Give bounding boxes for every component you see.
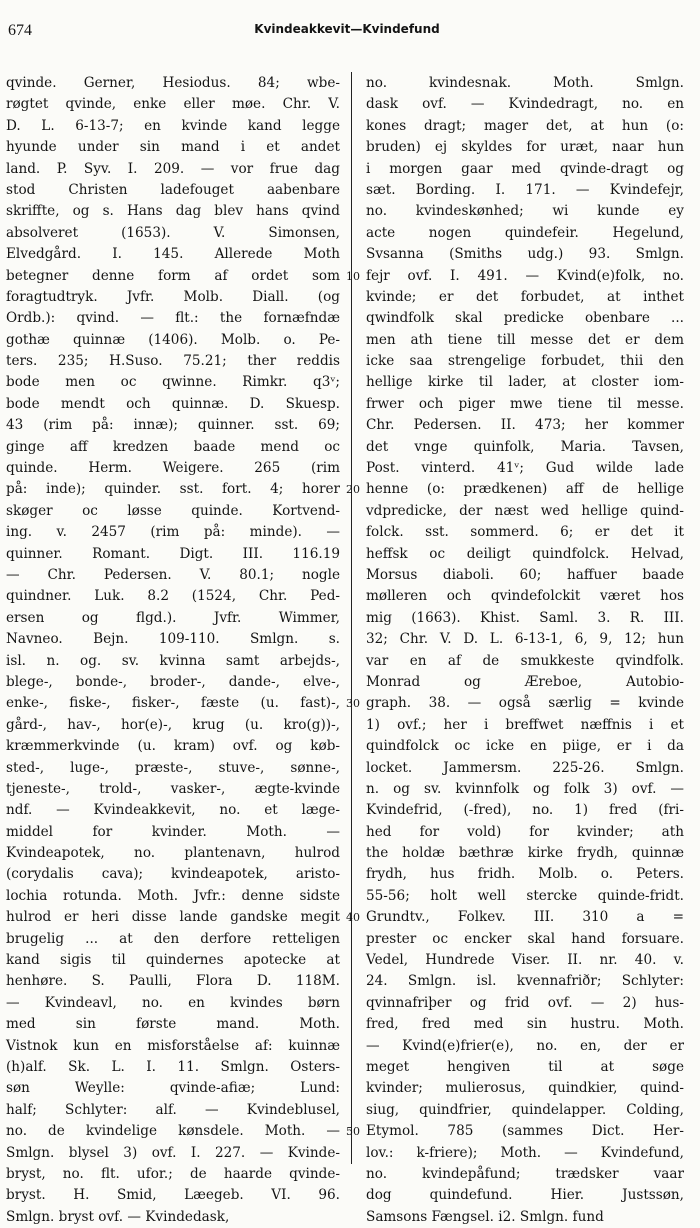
line-text: var en af de smukkeste qvindfolk. [366, 652, 684, 669]
line-text: ersen og flgd.). Jvfr. Wimmer, [6, 609, 340, 626]
text-line [366, 1078, 684, 1099]
line-text: Vistnok kun en misforståelse af: kuinnæ [6, 1037, 340, 1054]
text-line [6, 929, 340, 950]
line-text: gothæ quinnæ (1406). Molb. o. Pe- [6, 331, 340, 348]
text-line [366, 758, 684, 779]
text-line [6, 1185, 340, 1206]
line-text: meget hengiven til at søge [366, 1058, 684, 1075]
line-text: isl. n. og. sv. kvinna samt arbejds-, [6, 652, 340, 669]
line-text: Navneo. Bejn. 109-110. Smlgn. s. [6, 631, 340, 648]
text-line [6, 266, 340, 287]
line-text: middel for kvinder. Moth. — [6, 823, 340, 840]
text-line [366, 822, 684, 843]
line-text: acte nogen quindefeir. Hegelund, [366, 224, 684, 241]
line-text: skøger oc løsse quinde. Kortvend- [6, 502, 340, 519]
text-line [366, 929, 684, 950]
text-line [366, 244, 684, 265]
text-line [6, 1057, 340, 1078]
line-number: 10 [346, 269, 360, 283]
text-line [6, 651, 340, 672]
text-line [366, 886, 684, 907]
text-line [366, 586, 684, 607]
line-text: kræmmerkvinde (u. kram) ovf. og køb- [6, 738, 340, 755]
text-line [366, 180, 684, 201]
text-line [366, 1014, 684, 1035]
line-text: sæt. Bording. I. 171. — Kvindefejr, [366, 181, 684, 198]
text-line [6, 608, 340, 629]
text-line [6, 372, 340, 393]
text-line [366, 330, 684, 351]
text-line [366, 415, 684, 436]
page-header [8, 22, 686, 42]
text-line [366, 458, 684, 479]
line-text: land. P. Syv. I. 209. — vor frue dag [6, 160, 340, 177]
text-line [6, 993, 340, 1014]
text-line [366, 501, 684, 522]
text-line [366, 651, 684, 672]
text-line [366, 993, 684, 1014]
line-text: Smlgn. blysel 3) ovf. I. 227. — Kvinde- [6, 1144, 340, 1161]
line-text: kand sigis til quindernes apotecke at [6, 952, 340, 969]
line-text: kvinde; er det forbudet, at inthet [366, 288, 684, 305]
line-text: Monrad og Æreboe, Autobio- [366, 673, 684, 690]
text-line [6, 907, 340, 928]
text-line [6, 394, 340, 415]
line-text: graph. 38. — også særlig = kvinde [366, 695, 684, 712]
left-column [6, 73, 340, 1228]
line-text: absolveret (1653). V. Simonsen, [6, 224, 340, 241]
line-text: siug, quindfrier, quindelapper. Colding, [366, 1101, 684, 1118]
text-line [6, 223, 340, 244]
line-text: henne (o: prædkenen) aff de hellige [366, 481, 684, 498]
text-line [366, 779, 684, 800]
line-text: qwindfolk skal predicke obenbare ... [366, 310, 684, 327]
text-line [6, 1207, 340, 1228]
text-line [6, 971, 340, 992]
line-text: ginge aff kredzen baade mend oc [6, 438, 340, 455]
line-text: søn Weylle: qvinde-afiæ; Lund: [6, 1080, 340, 1097]
line-text: qvinnafriþer og frid ovf. — 2) hus- [366, 994, 684, 1011]
line-text: Post. vinterd. 41ᵛ; Gud wilde lade [366, 460, 684, 477]
line-number: 40 [346, 911, 360, 925]
text-line [366, 394, 684, 415]
text-line [6, 950, 340, 971]
text-line [366, 950, 684, 971]
text-line [366, 672, 684, 693]
text-line [346, 266, 684, 287]
text-line [6, 308, 340, 329]
running-head: Kvindeakkevit—Kvindefund [254, 22, 440, 36]
text-line [6, 565, 340, 586]
line-text: Kvindeapotek, no. plantenavn, hulrod [6, 845, 340, 862]
line-text: kvinder; mulierosus, quindkier, quind- [366, 1080, 684, 1097]
text-line [366, 1143, 684, 1164]
text-line [6, 501, 340, 522]
text-line [6, 1164, 340, 1185]
page-number: 674 [8, 22, 32, 39]
line-text: n. og sv. kvinnfolk og folk 3) ovf. — [366, 780, 684, 797]
text-line [6, 159, 340, 180]
text-line [6, 693, 340, 714]
text-line [366, 1207, 684, 1228]
line-text: Grundtv., Folkev. III. 310 a = [366, 909, 684, 926]
text-line [6, 1100, 340, 1121]
text-line [366, 1185, 684, 1206]
text-line [6, 1143, 340, 1164]
line-text: Kvindefrid, (-fred), no. 1) fred (fri- [366, 802, 684, 819]
line-text: men ath tiene till messe det er dem [366, 331, 684, 348]
line-text: i morgen gaar med qvinde-dragt og [366, 160, 684, 177]
text-line [6, 458, 340, 479]
line-text: fejr ovf. I. 491. — Kvind(e)folk, no. [366, 267, 684, 284]
line-text: sted-, luge-, præste-, stuve-, sønne-, [6, 759, 340, 776]
line-text: D. L. 6-13-7; en kvinde kand legge [6, 117, 340, 134]
line-text: Elvedgård. I. 145. Allerede Moth [6, 246, 340, 263]
line-text: henhøre. S. Paulli, Flora D. 118M. [6, 973, 340, 990]
line-text: heffsk oc deiligt quindfolck. Helvad, [366, 545, 684, 562]
text-line [366, 1036, 684, 1057]
text-line [366, 522, 684, 543]
text-line [6, 244, 340, 265]
text-line [6, 629, 340, 650]
text-line [6, 758, 340, 779]
line-text: qvinde. Gerner, Hesiodus. 84; wbe- [6, 75, 340, 91]
text-line [6, 1036, 340, 1057]
line-text: dask ovf. — Kvindedragt, no. en [366, 96, 684, 113]
line-text: — Kvind(e)frier(e), no. en, der er [366, 1037, 684, 1054]
text-line [6, 522, 340, 543]
text-line [6, 715, 340, 736]
text-line [366, 629, 684, 650]
line-text: 55-56; holt well stercke quinde-fridt. [366, 887, 684, 904]
text-line [366, 94, 684, 115]
text-line [6, 437, 340, 458]
line-text: — Kvindeavl, no. en kvindes børn [6, 994, 340, 1011]
text-line [366, 864, 684, 885]
text-line [366, 843, 684, 864]
line-text: Vedel, Hundrede Viser. II. nr. 40. v. [366, 952, 684, 969]
line-text: skriffte, og s. Hans dag blev hans qvind [6, 203, 340, 220]
text-line [6, 779, 340, 800]
text-line [366, 437, 684, 458]
line-text: fred, fred med sin hustru. Moth. [366, 1016, 684, 1033]
line-text: ters. 235; H.Suso. 75.21; ther reddis [6, 353, 340, 370]
text-line [6, 479, 340, 500]
text-line [366, 73, 684, 94]
text-line [6, 330, 340, 351]
line-text: mølleren och qvindefolckit været hos [366, 588, 684, 605]
line-text: vdpredicke, der næst wed hellige quind- [366, 502, 684, 519]
line-text: quindner. Luk. 8.2 (1524, Chr. Ped- [6, 588, 340, 605]
text-line [6, 73, 340, 94]
line-text: quinde. Herm. Weigere. 265 (rim [6, 460, 340, 477]
line-text: no. de kvindelige kønsdele. Moth. — [6, 1123, 340, 1140]
text-line [366, 201, 684, 222]
line-text: quindfolck oc icke en piige, er i da [366, 738, 684, 755]
line-text: enke-, fiske-, fisker-, fæste (u. fast)-, [6, 695, 340, 712]
text-line [366, 223, 684, 244]
line-text: Samsons Fængsel. i2. Smlgn. fund [366, 1208, 604, 1225]
line-number: 50 [346, 1125, 360, 1139]
text-line [366, 159, 684, 180]
text-line [366, 308, 684, 329]
text-line [6, 886, 340, 907]
line-text: folck. sst. sommerd. 6; er det it [366, 524, 684, 541]
line-text: Ordb.): qvind. — flt.: the fornæfndæ [6, 310, 340, 327]
line-text: røgtet qvinde, enke eller møe. Chr. V. [6, 96, 340, 113]
line-text: — Chr. Pedersen. V. 80.1; nogle [6, 566, 340, 583]
line-text: hyunde under sin mand i et andet [6, 139, 340, 156]
line-text: Morsus diaboli. 60; haffuer baade [366, 566, 684, 583]
line-text: det vnge quinfolk, Maria. Tavsen, [366, 438, 684, 455]
text-line [6, 843, 340, 864]
line-number: 20 [346, 483, 360, 497]
text-line [366, 351, 684, 372]
line-text: 24. Smlgn. isl. kvennafriðr; Schlyter: [366, 973, 684, 990]
line-text: 1) ovf.; her i breffwet næffnis i et [366, 716, 684, 733]
line-text: frwer och piger mwe tiene til messe. [366, 395, 684, 412]
text-line [346, 1121, 684, 1142]
line-text: half; Schlyter: alf. — Kvindeblusel, [6, 1101, 340, 1118]
text-line [366, 287, 684, 308]
line-text: blege-, bonde-, broder-, dande-, elve-, [6, 673, 340, 690]
line-text: locket. Jammersm. 225-26. Smlgn. [366, 759, 684, 776]
text-line [346, 907, 684, 928]
line-text: ndf. — Kvindeakkevit, no. et læge- [6, 802, 340, 819]
line-text: hulrod er heri disse lande gandske megit [6, 909, 340, 926]
text-line [346, 693, 684, 714]
line-text: no. kvindesnak. Moth. Smlgn. [366, 75, 684, 91]
line-text: bruden) ej skyldes for uræt, naar hun [366, 139, 684, 156]
text-line [366, 565, 684, 586]
line-text: hed for vold) for kvinder; ath [366, 823, 684, 840]
line-text: tjeneste-, trold-, vasker-, ægte-kvinde [6, 780, 340, 797]
line-text: prester oc encker skal hand forsuare. [366, 930, 684, 947]
line-text: 32; Chr. V. D. L. 6-13-1, 6, 9, 12; hun [366, 631, 684, 648]
right-column [346, 73, 684, 1228]
line-text: med sin første mand. Moth. [6, 1016, 340, 1033]
text-line [366, 971, 684, 992]
line-text: Smlgn. bryst ovf. — Kvindedask, [6, 1208, 230, 1225]
text-line [366, 715, 684, 736]
line-text: 43 (rim på: innæ); quinner. sst. 69; [6, 417, 340, 434]
text-line [366, 608, 684, 629]
text-line [366, 736, 684, 757]
line-text: bryst. H. Smid, Læegeb. VI. 96. [6, 1187, 340, 1204]
line-text: brugelig ... at den derfore retteligen [6, 930, 340, 947]
text-line [6, 1014, 340, 1035]
line-number: 30 [346, 697, 360, 711]
text-line [366, 800, 684, 821]
text-line [6, 137, 340, 158]
line-text: Etymol. 785 (sammes Dict. Her- [366, 1123, 684, 1140]
line-text: stod Christen ladefouget aabenbare [6, 181, 340, 198]
line-text: ing. v. 2457 (rim på: minde). — [6, 524, 340, 541]
line-text: the holdæ bæthræ kirke frydh, quinnæ [366, 845, 684, 862]
text-line [6, 116, 340, 137]
text-line [6, 415, 340, 436]
text-line [6, 201, 340, 222]
text-line [366, 372, 684, 393]
text-line [6, 672, 340, 693]
text-line [6, 864, 340, 885]
line-text: betegner denne form af ordet som [6, 267, 340, 284]
text-line [6, 1121, 340, 1142]
text-line [366, 1164, 684, 1185]
line-text: no. kvindeskønhed; wi kunde ey [366, 203, 684, 220]
text-line [366, 1100, 684, 1121]
text-line [366, 116, 684, 137]
line-text: bode mendt och quinnæ. D. Skuesp. [6, 395, 340, 412]
line-text: hellige kirke til lader, at closter iom- [366, 374, 684, 391]
text-line [6, 544, 340, 565]
line-text: quinner. Romant. Digt. III. 116.19 [6, 545, 340, 562]
text-line [6, 586, 340, 607]
line-text: bryst, no. flt. ufor.; de haarde qvinde- [6, 1165, 340, 1182]
column-divider [351, 72, 352, 1164]
line-text: Svsanna (Smiths udg.) 93. Smlgn. [366, 246, 684, 263]
text-line [6, 1078, 340, 1099]
text-line [366, 137, 684, 158]
line-text: dog quindefund. Hier. Justssøn, [366, 1187, 684, 1204]
line-text: frydh, hus fridh. Molb. o. Peters. [366, 866, 684, 883]
line-text: lov.: k-friere); Moth. — Kvindefund, [366, 1144, 684, 1161]
line-text: no. kvindepåfund; trædsker vaar [366, 1165, 684, 1182]
line-text: lochia rotunda. Moth. Jvfr.: denne sidste [6, 887, 340, 904]
text-line [6, 287, 340, 308]
line-text: gård-, hav-, hor(e)-, krug (u. kro(g))-, [6, 716, 340, 733]
text-line [6, 351, 340, 372]
line-text: kones dragt; mager det, at hun (o: [366, 117, 684, 134]
text-line [346, 479, 684, 500]
line-text: mig (1663). Khist. Saml. 3. R. III. [366, 609, 684, 626]
text-line [6, 800, 340, 821]
line-text: på: inde); quinder. sst. fort. 4; horer [6, 481, 340, 498]
text-line [366, 1057, 684, 1078]
line-text: (corydalis cava); kvindeapotek, aristo- [6, 866, 340, 883]
line-text: icke saa strengelige forbudet, thii den [366, 353, 684, 370]
line-text: foragtudtryk. Jvfr. Molb. Diall. (og [6, 288, 340, 305]
line-text: (h)alf. Sk. L. I. 11. Smlgn. Osters- [6, 1058, 340, 1075]
line-text: Chr. Pedersen. II. 473; her kommer [366, 417, 684, 434]
line-text: bode men oc qwinne. Rimkr. q3ᵛ; [6, 374, 340, 391]
text-line [366, 544, 684, 565]
text-line [6, 94, 340, 115]
text-line [6, 736, 340, 757]
text-line [6, 180, 340, 201]
text-line [6, 822, 340, 843]
